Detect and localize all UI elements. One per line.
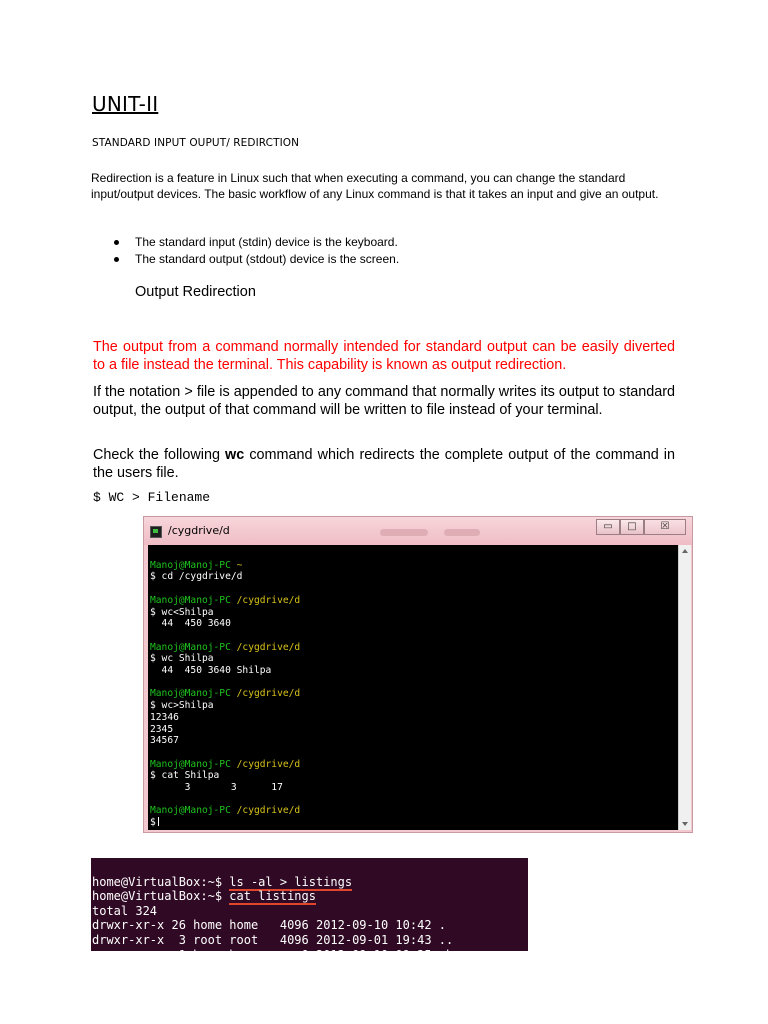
final-prompt: $: [150, 817, 156, 829]
blurred-titlebar-text: [444, 529, 480, 536]
scroll-down-icon[interactable]: [682, 822, 688, 826]
terminal-title: /cygdrive/d: [168, 524, 230, 537]
terminal-window-screenshot: [143, 516, 693, 833]
list-item: The standard input (stdin) device is the keyboard.: [112, 234, 399, 251]
terminal-line: $ cd /cygdrive/d: [150, 571, 243, 583]
terminal-line: $ cat Shilpa: [150, 770, 220, 782]
terminal-scrollbar[interactable]: [678, 545, 691, 830]
terminal-titlebar: [144, 517, 692, 545]
wc-paragraph: [93, 446, 675, 482]
terminal-line: $ wc>Shilpa: [150, 700, 214, 712]
unit-title: UNIT-II: [92, 92, 159, 116]
terminal-line: $ wc<Shilpa: [150, 606, 214, 618]
terminal-line: 44 450 3640: [150, 618, 231, 630]
prompt-path: /cygdrive/d: [236, 758, 301, 770]
terminal-line: [150, 817, 164, 828]
section-heading: STANDARD INPUT OUPUT/ REDIRCTION: [92, 137, 300, 149]
command-ls-redirect: ls -al > listings: [229, 874, 353, 889]
scroll-up-icon[interactable]: [682, 549, 688, 553]
terminal-line: [150, 560, 242, 571]
prompt-path: ~: [236, 559, 243, 571]
output-redirection-heading: Output Redirection: [135, 284, 256, 300]
prompt: home@VirtualBox:~$: [92, 874, 230, 889]
prompt-user: Manoj@Manoj-PC: [150, 559, 231, 571]
minimize-icon[interactable]: ▭: [596, 519, 620, 535]
highlighted-paragraph: The output from a command normally intended for standard output can be easily diverted to a file instead the terminal. This capability is known as output redirection.: [93, 339, 675, 373]
terminal-output[interactable]: [148, 545, 678, 830]
prompt-user: Manoj@Manoj-PC: [150, 594, 231, 606]
terminal-line: 34567: [150, 735, 179, 747]
terminal-line: 3 3 17: [150, 782, 283, 794]
bullet-list: [112, 234, 399, 268]
terminal-line: [150, 595, 300, 606]
window-controls: [596, 519, 686, 535]
close-icon[interactable]: ☒: [644, 519, 686, 535]
prompt-user: Manoj@Manoj-PC: [150, 641, 231, 653]
prompt-user: Manoj@Manoj-PC: [150, 805, 231, 817]
blurred-titlebar-text: [380, 529, 428, 536]
terminal-line: total 324: [92, 903, 158, 918]
terminal-line: drwxr-xr-x 3 root root 4096 2012-09-01 19:43 ..: [92, 932, 454, 947]
wc-paragraph-start: Check the following: [93, 447, 226, 463]
command-cat: cat listings: [229, 889, 316, 904]
terminal-line: [150, 642, 300, 653]
terminal-line: 44 450 3640 Shilpa: [150, 665, 272, 677]
prompt-path: /cygdrive/d: [236, 688, 301, 700]
wc-paragraph-end: command which redirects the complete output of the command in the users file.: [93, 447, 675, 481]
maximize-icon[interactable]: □: [620, 519, 644, 535]
ubuntu-terminal-screenshot: [91, 858, 528, 962]
prompt-user: Manoj@Manoj-PC: [150, 688, 231, 700]
cursor-icon: [158, 817, 164, 826]
prompt-path: /cygdrive/d: [236, 641, 301, 653]
prompt: home@VirtualBox:~$: [92, 889, 230, 904]
notation-paragraph: If the notation > file is appended to any command that normally writes its output to standard output, the output of that command will be written to file instead of your terminal.: [93, 384, 675, 418]
code-example: $ WC > Filename: [93, 490, 211, 505]
terminal-line: 12346: [150, 711, 179, 723]
terminal-line: [150, 688, 300, 699]
terminal-line: -rw-rw-r-- 1 home home 0 2012-09-10 09:25 abc: [92, 947, 461, 962]
terminal-line: [150, 759, 300, 770]
prompt-path: /cygdrive/d: [236, 594, 301, 606]
terminal-line: [92, 889, 316, 905]
intro-paragraph: Redirection is a feature in Linux such that when executing a command, you can change the standard input/output devices. The basic workflow of any Linux command is that it takes an input and give an output.: [91, 171, 659, 201]
terminal-line: 2345: [150, 723, 174, 735]
list-item: The standard output (stdout) device is the screen.: [112, 251, 399, 268]
terminal-line: [150, 805, 300, 816]
terminal-line: $ wc Shilpa: [150, 653, 214, 665]
terminal-line: [92, 875, 352, 891]
prompt-path: /cygdrive/d: [236, 805, 301, 817]
terminal-app-icon: [150, 526, 162, 538]
wc-keyword: wc: [225, 447, 245, 463]
prompt-user: Manoj@Manoj-PC: [150, 758, 231, 770]
terminal-line: drwxr-xr-x 26 home home 4096 2012-09-10 10:42 .: [92, 918, 447, 933]
